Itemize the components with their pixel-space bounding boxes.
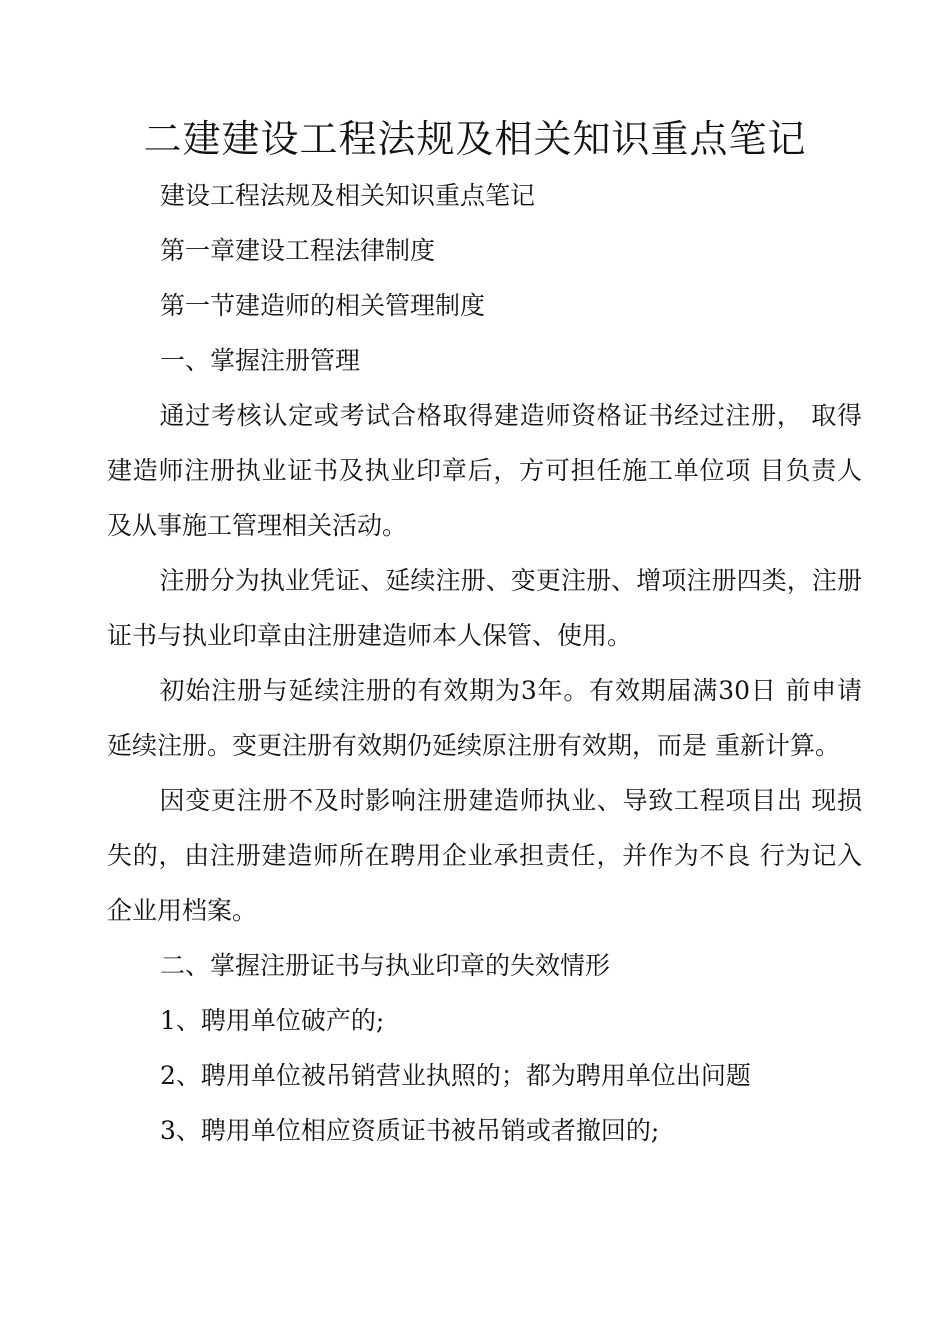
heading-invalidation-cases: 二、掌握注册证书与执业印章的失效情形	[160, 951, 611, 980]
document-title: 二建建设工程法规及相关知识重点笔记	[143, 117, 807, 161]
chapter-heading: 第一章建设工程法律制度	[160, 236, 436, 265]
paragraph-registration-types: 注册分为执业凭证、延续注册、变更注册、增项注册四类，注册证书与执业印章由注册建造师本人保管、使用。	[107, 566, 862, 650]
document-body	[107, 168, 862, 1158]
section-heading: 第一节建造师的相关管理制度	[160, 291, 486, 320]
paragraph-registration-requirement: 通过考核认定或考试合格取得建造师资格证书经过注册， 取得建造师注册执业证书及执业印章后，方可担任施工单位项 目负责人及从事施工管理相关活动。	[107, 401, 862, 540]
heading-registration-management: 一、掌握注册管理	[160, 346, 361, 375]
list-item: 3、聘用单位相应资质证书被吊销或者撤回的;	[160, 1116, 660, 1145]
paragraph-liability: 因变更注册不及时影响注册建造师执业、导致工程项目出 现损失的，由注册建造师所在聘用企业承担责任，并作为不良 行为记入企业用档案。	[107, 786, 862, 925]
paragraph-validity-period: 初始注册与延续注册的有效期为3年。有效期届满30日 前申请延续注册。变更注册有效期仍延续原注册有效期，而是 重新计算。	[107, 676, 862, 760]
list-item: 2、聘用单位被吊销营业执照的；都为聘用单位出问题	[160, 1061, 751, 1090]
list-item: 1、聘用单位破产的;	[160, 1006, 385, 1035]
subtitle: 建设工程法规及相关知识重点笔记	[160, 181, 536, 210]
